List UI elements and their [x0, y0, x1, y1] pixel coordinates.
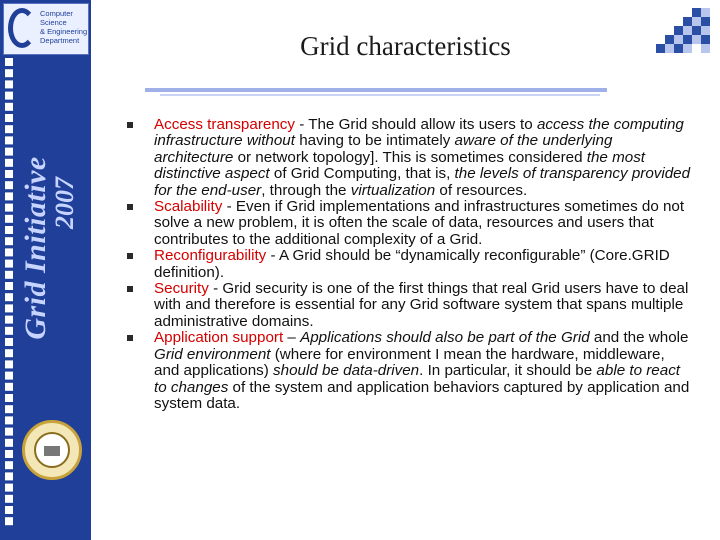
sidebar-square — [5, 237, 13, 245]
seal-building-icon — [44, 446, 60, 456]
department-logo-text: Computer Science & Engineering Department — [40, 9, 88, 45]
item-term: Reconfigurability — [154, 247, 267, 265]
sidebar-square — [5, 405, 13, 413]
sidebar-square — [5, 428, 13, 436]
sidebar-square — [5, 506, 13, 514]
seal-center — [34, 432, 70, 468]
item-term: Application support — [154, 329, 284, 347]
university-seal — [22, 420, 82, 480]
list-item: Security - Grid security is one of the first things that real Grid users have to deal with and therefore is essential for any Grid software system that spans multiple administrative domains. — [127, 281, 693, 330]
sidebar-square — [5, 125, 13, 133]
sidebar-square — [5, 327, 13, 335]
sidebar-square — [5, 383, 13, 391]
square-bullet-icon — [127, 335, 133, 341]
item-term: Security — [154, 280, 209, 298]
sidebar-square — [5, 80, 13, 88]
sidebar-square — [5, 282, 13, 290]
grid-initiative-vertical-text: Grid Initiative 2007 — [19, 156, 79, 340]
sidebar-square — [5, 103, 13, 111]
sidebar-square — [5, 58, 13, 66]
sidebar-square — [5, 148, 13, 156]
sidebar-square — [5, 69, 13, 77]
sidebar-square — [5, 92, 13, 100]
sidebar-square — [5, 271, 13, 279]
sidebar-square — [5, 260, 13, 268]
department-logo-mark — [8, 8, 36, 48]
sidebar-square — [5, 360, 13, 368]
characteristics-list — [127, 117, 693, 412]
square-bullet-icon — [127, 253, 133, 259]
sidebar-square — [5, 192, 13, 200]
square-bullet-icon — [127, 286, 133, 292]
item-term: Scalability — [154, 198, 223, 216]
sidebar-square — [5, 170, 13, 178]
square-bullet-icon — [127, 204, 133, 210]
sidebar-square — [5, 159, 13, 167]
list-item: Application support – Applications should also be part of the Grid and the whole Grid environment (where for environment I mean the hardware, middleware, and applications) should be data-driven. In particular, it should be able to react to changes of the system and application behaviors captured by application and system data. — [127, 330, 693, 412]
sidebar-square — [5, 349, 13, 357]
department-logo — [3, 3, 89, 55]
sidebar-square — [5, 416, 13, 424]
list-item: Reconfigurability - A Grid should be “dynamically reconfigurable” (Core.GRID definition). — [127, 248, 693, 281]
sidebar — [0, 0, 91, 540]
title-underline-secondary — [160, 94, 600, 96]
list-item: Scalability - Even if Grid implementations and infrastructures sometimes do not solve a new problem, it is often the scale of data, resources and users that contributes to the additional complexity of a Grid. — [127, 199, 693, 248]
sidebar-square — [5, 472, 13, 480]
sidebar-square — [5, 439, 13, 447]
sidebar-square — [5, 304, 13, 312]
list-item: Access transparency - The Grid should allow its users to access the computing infrastructure without having to be intimately aware of the underlying architecture or network topology]. This is sometimes considered the most distinctive aspect of Grid Computing, that is, the levels of transparency provided for the end-user, through the virtualization of resources. — [127, 117, 693, 199]
sidebar-square — [5, 293, 13, 301]
sidebar-square — [5, 517, 13, 525]
sidebar-square — [5, 204, 13, 212]
square-bullet-icon — [127, 122, 133, 128]
sidebar-square — [5, 394, 13, 402]
sidebar-square — [5, 181, 13, 189]
sidebar-square — [5, 461, 13, 469]
sidebar-square — [5, 450, 13, 458]
sidebar-square — [5, 226, 13, 234]
item-term: Access transparency — [154, 116, 295, 133]
sidebar-square — [5, 495, 13, 503]
title-underline — [145, 88, 607, 92]
slide-title: Grid characteristics — [300, 31, 511, 61]
sidebar-square — [5, 372, 13, 380]
sidebar-square — [5, 316, 13, 324]
sidebar-square — [5, 215, 13, 223]
sidebar-square — [5, 136, 13, 144]
sidebar-square — [5, 248, 13, 256]
sidebar-square — [5, 338, 13, 346]
sidebar-square — [5, 114, 13, 122]
sidebar-square — [5, 484, 13, 492]
